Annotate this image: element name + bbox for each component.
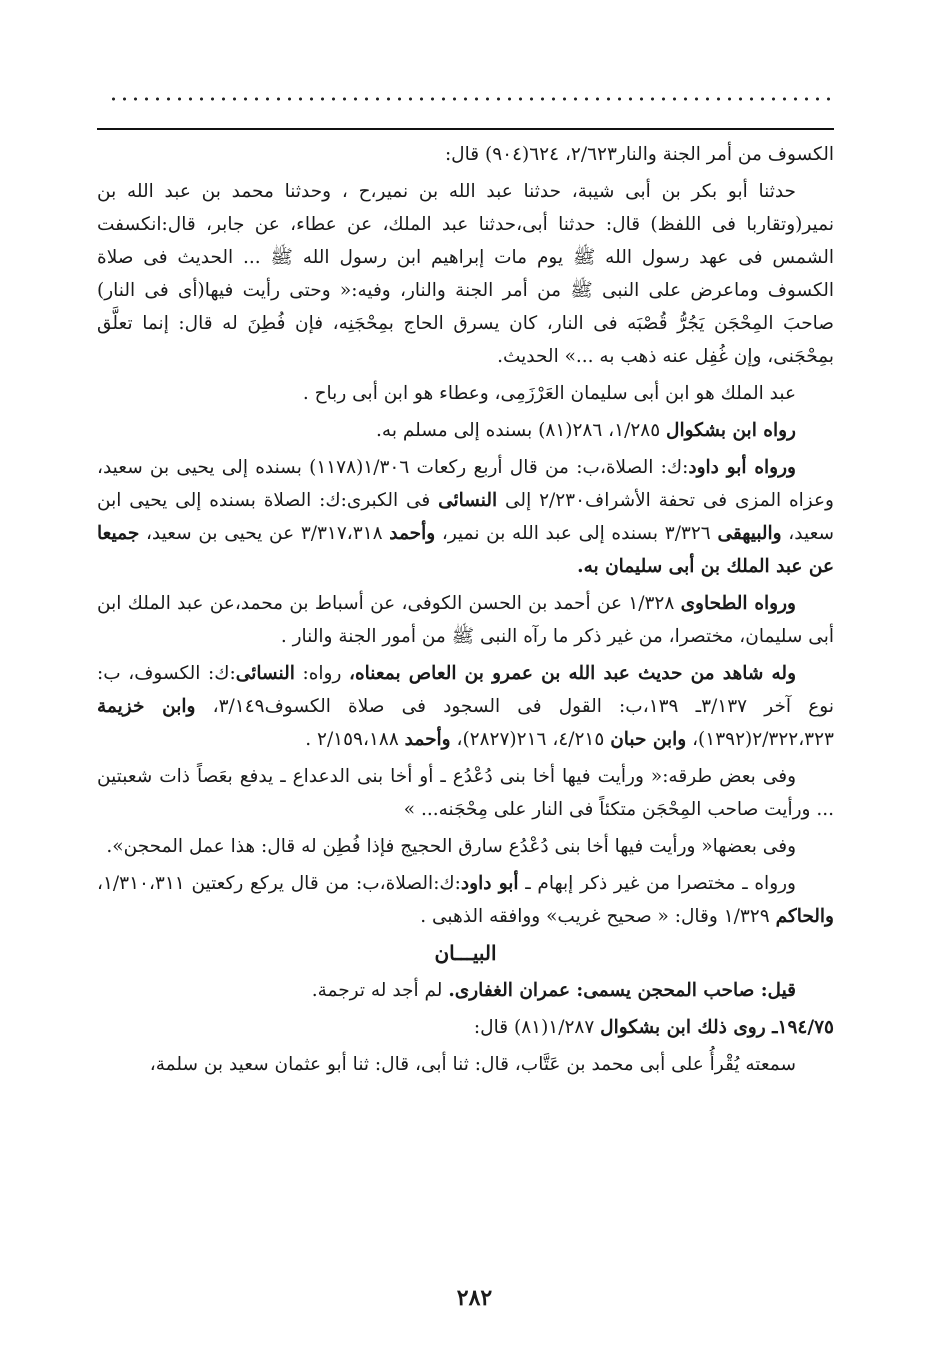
text-run: سمعته يُقْرأُ على أبى محمد بن عَتَّاب، قال: ثنا أبى، قال: ثنا أبو عثمان سعيد بن سلمة، bbox=[149, 1054, 796, 1075]
text-run: وفى بعض طرقه:« ورأيت فيها أخا بنى دُعْدُع ـ أو أخا بنى الدعداع ـ يدفع بعَصاً ذات شعبتين ... ورأيت صاحب المِحْجَن متكئاً فى النار على مِحْجَنه... » bbox=[97, 766, 834, 820]
text-run: عبد الملك هو ابن أبى سليمان العَرْزَمِى، وعطاء هو ابن أبى رباح . bbox=[302, 383, 796, 404]
paragraph bbox=[97, 867, 834, 933]
section-heading bbox=[97, 937, 834, 970]
bold-text: وابن خزيمة bbox=[97, 696, 196, 717]
text-run: ٣/٣١٧،٣١٨ عن يحيى بن سعيد، bbox=[139, 523, 390, 544]
bold-text: البيـــان bbox=[434, 941, 497, 965]
bold-text: ورواه أبو داود bbox=[688, 457, 796, 478]
bold-text: والبيهقى bbox=[717, 523, 782, 544]
page-body bbox=[97, 138, 834, 1085]
text-run: وفى بعضها« ورأيت فيها أخا بنى دُعْدُع سارق الحجيج فإذا فُطِن له قال: هذا عمل المحجن». bbox=[106, 836, 796, 857]
paragraph bbox=[97, 974, 834, 1007]
bold-text: ورواه الطحاوى bbox=[680, 593, 796, 614]
text-run: رواه: bbox=[294, 663, 349, 684]
paragraph bbox=[97, 377, 834, 410]
text-run: فى الكبرى:ك: الصلاة بسنده إلى يحيى ابن سعيد، bbox=[97, 490, 834, 544]
bold-text: والحاكم bbox=[775, 906, 834, 927]
bold-text: وابن حبان bbox=[610, 729, 687, 750]
paragraph bbox=[97, 138, 834, 171]
paragraph bbox=[97, 414, 834, 447]
bold-text: وله شاهد من حديث عبد الله بن عمرو بن العاص بمعناه، bbox=[349, 663, 796, 684]
text-run: ١/٢٨٥، ٢٨٦(٨١) بسنده إلى مسلم به. bbox=[376, 420, 667, 441]
dotted-separator bbox=[108, 96, 830, 102]
paragraph bbox=[97, 657, 834, 756]
bold-text: أبو داود bbox=[460, 873, 519, 894]
text-run: :ك: الصلاة،ب: من قال أربع ركعات ١/٣٠٦(١١٧٨) بسنده إلى يحيى بن سعيد، وعزاه المزى فى تحفة الأشراف٢/٢٣٠ إلى bbox=[97, 457, 834, 511]
paragraph bbox=[97, 760, 834, 826]
text-run: ورواه ـ مختصرا من غير ذكر إبهام ـ bbox=[518, 873, 796, 894]
paragraph bbox=[97, 1048, 834, 1081]
text-run: حدثنا أبو بكر بن أبى شيبة، حدثنا عبد الله بن نمير،ح ، وحدثنا محمد بن عبد الله بن نمير(وتقاربا فى اللفظ) قال: حدثنا أبى،حدثنا عبد الملك، عن عطاء، عن جابر، قال:انكسفت الشمس فى عهد رسول الله ﷺ يوم مات إبراهيم ابن رسول الله ﷺ ... الحديث فى صلاة الكسوف وماعرض على النبى ﷺ من أمر الجنة والنار، وفيه:« وحتى رأيت فيها(أى فى النار) صاحبَ المِحْجَن يَجُرُّ قُصْبَه فى النار، كان يسرق الحاج بمِحْجَنِه، فإن فُطِنَ له قال: إنما تعلَّق بمِحْجَنى، وإن غُفِل عنه ذهب به ...» الحديث. bbox=[97, 181, 834, 367]
text-run: ٢/١٥٩،١٨٨ . bbox=[305, 729, 405, 750]
paragraph bbox=[97, 451, 834, 583]
paragraph bbox=[97, 175, 834, 373]
text-run: ٣/٣٢٦ بسنده إلى عبد الله بن نمير، bbox=[435, 523, 718, 544]
bold-text: جميعا عن عبد الملك بن أبى سليمان به. bbox=[97, 523, 834, 577]
text-run: ٢/٣٢٢،٣٢٣(١٣٩٢)، bbox=[686, 729, 834, 750]
bold-text: وأحمد bbox=[404, 729, 451, 750]
text-run: :ك:الصلاة،ب: من قال يركع ركعتين ١/٣١٠،٣١١، bbox=[97, 873, 461, 894]
bold-text: قيل: صاحب المحجن يسمى: عمران الغفارى. bbox=[448, 980, 796, 1001]
text-run: ١/٣٢٩ وقال: « صحيح غريب» ووافقه الذهبى . bbox=[420, 906, 776, 927]
page-number: ٢٨٢ bbox=[456, 1285, 493, 1311]
text-run: ١/٣٢٨ عن أحمد بن الحسن الكوفى، عن أسباط بن محمد،عن عبد الملك ابن أبى سليمان، مختصرا، من غير ذكر ما رآه النبى ﷺ من أمور الجنة والنار . bbox=[97, 593, 834, 647]
text-run: ١/٢٨٧(٨١) قال: bbox=[473, 1017, 601, 1038]
bold-text: وأحمد bbox=[389, 523, 436, 544]
text-run: :ك: الكسوف، ب: نوع آخر ٣/١٣٧ـ ١٣٩،ب: القول فى السجود فى صلاة الكسوف٣/١٤٩، bbox=[97, 663, 834, 717]
paragraph bbox=[97, 830, 834, 863]
bold-text: النسائى bbox=[438, 490, 498, 511]
bold-text: رواه ابن بشكوال bbox=[666, 420, 796, 441]
bold-text: ١٩٤/٧٥ـ روى ذلك ابن بشكوال bbox=[600, 1017, 834, 1038]
paragraph bbox=[97, 1011, 834, 1044]
text-run: لم أجد له ترجمة. bbox=[311, 980, 449, 1001]
text-run: ٤/٢١٥، ٢١٦(٢٨٢٧)، bbox=[450, 729, 611, 750]
paragraph bbox=[97, 587, 834, 653]
header-rule bbox=[97, 128, 834, 130]
bold-text: النسائى bbox=[235, 663, 295, 684]
text-run: الكسوف من أمر الجنة والنار٢/٦٢٣، ٦٢٤(٩٠٤) قال: bbox=[444, 144, 834, 165]
